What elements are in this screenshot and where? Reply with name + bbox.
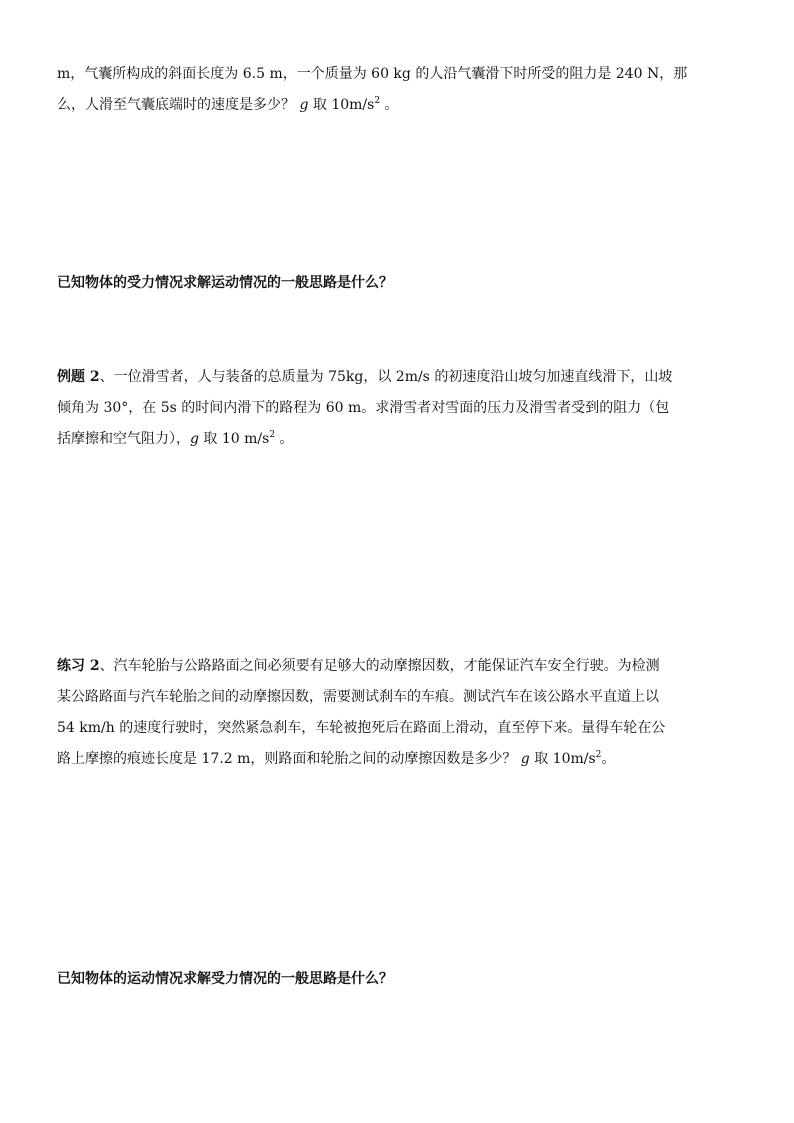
continuation-line-2 xyxy=(57,90,741,121)
continuation-line-2-text: 么，人滑至气囊底端时的速度是多少？ xyxy=(57,97,300,113)
example-2-line-3-text: 括摩擦和空气阻力）， xyxy=(57,431,190,447)
gravity-value: 取 10m/s xyxy=(529,751,596,767)
gravity-symbol: g xyxy=(190,431,199,447)
continuation-line-1: m，气囊所构成的斜面长度为 6.5 m，一个质量为 60 kg 的人沿气囊滑下时所受的阻力是 240 N，那 xyxy=(57,66,688,82)
example-2-line-2: 倾角为 30°，在 5s 的时间内滑下的路程为 60 m。求滑雪者对雪面的压力及滑雪者受到的阻力（包 xyxy=(57,400,670,416)
practice-2-line-4 xyxy=(57,744,741,775)
practice-2-label: 练习 2 xyxy=(57,658,100,674)
example-2-line-3 xyxy=(57,424,741,455)
question-heading-2 xyxy=(57,964,741,995)
practice-2-line-1-text: 、汽车轮胎与公路路面之间必须要有足够大的动摩擦因数，才能保证汽车安全行驶。为检测 xyxy=(99,658,660,674)
line-end: 。 xyxy=(380,97,399,113)
practice-2-line-1 xyxy=(57,651,741,682)
question-2-text: 已知物体的运动情况求解受力情况的一般思路是什么？ xyxy=(57,971,393,987)
exponent: 2 xyxy=(374,96,381,106)
gravity-symbol: g xyxy=(299,97,309,113)
line-end: 。 xyxy=(275,431,294,447)
example-2-line-1-text: 、一位滑雪者，人与装备的总质量为 75kg，以 2m/s 的初速度沿山坡匀加速直线滑下，山坡 xyxy=(99,369,673,385)
question-heading-1 xyxy=(57,268,741,299)
practice-2-line-4-text: 路上摩擦的痕迹长度是 17.2 m，则路面和轮胎之间的动摩擦因数是多少？ xyxy=(57,751,521,767)
practice-2-line-2: 某公路路面与汽车轮胎之间的动摩擦因数，需要测试刹车的车痕。测试汽车在该公路水平直道上以 xyxy=(57,689,659,705)
line-end: 。 xyxy=(601,751,616,767)
gravity-value: 取 10m/s xyxy=(308,97,375,113)
gravity-symbol: g xyxy=(520,751,530,767)
example-2 xyxy=(57,362,741,455)
practice-2 xyxy=(57,651,741,775)
question-1-text: 已知物体的受力情况求解运动情况的一般思路是什么？ xyxy=(57,275,393,291)
practice-2-line-3: 54 km/h 的速度行驶时，突然紧急刹车，车轮被抱死后在路面上滑动，直至停下来。量得车轮在公 xyxy=(57,720,666,736)
example-2-label: 例题 2 xyxy=(57,369,100,385)
exponent: 2 xyxy=(269,430,276,440)
problem-continuation xyxy=(57,59,741,121)
example-2-line-1 xyxy=(57,362,741,393)
gravity-value: 取 10 m/s xyxy=(198,431,270,447)
exponent: 2 xyxy=(595,750,602,760)
